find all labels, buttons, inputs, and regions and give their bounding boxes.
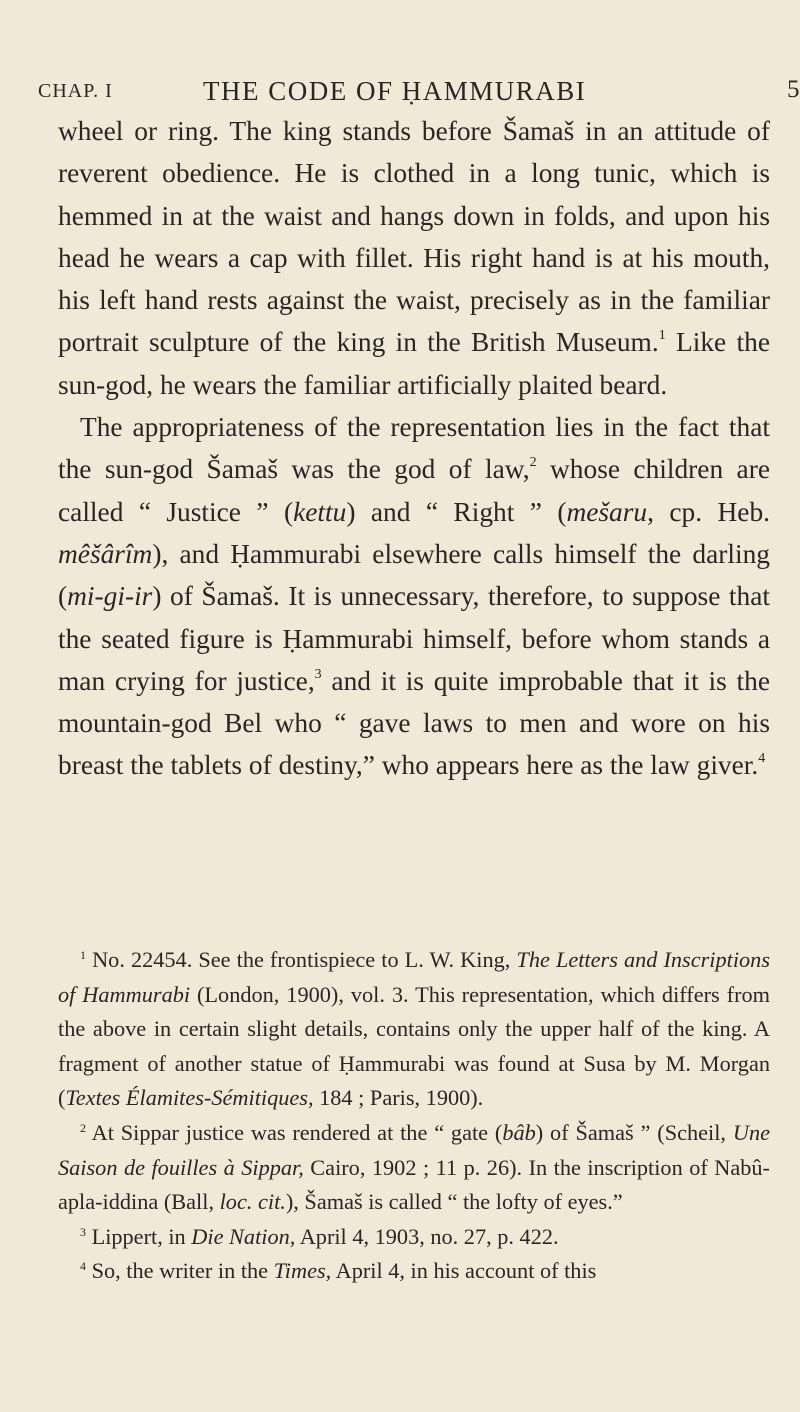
- text-run: Lippert, in: [86, 1223, 192, 1249]
- page-number: 5: [787, 76, 800, 103]
- footnote: [58, 1220, 770, 1255]
- text-run: (London, 1900), vol. 3. This representation, which differs from the above in certain slight details, contains only the upper half of the king. A fragment of another statue of Ḥammurabi was found at Susa by M. Morgan (: [58, 981, 770, 1111]
- text-run: whose children are called “ Justice ” (: [58, 454, 770, 527]
- footnote-marker: 3: [314, 666, 322, 682]
- text-run: At Sippar justice was rendered at the “ gate (: [86, 1119, 503, 1145]
- text-run: 184 ; Paris, 1900).: [313, 1085, 484, 1111]
- italic-text: mêšârîm: [58, 538, 153, 569]
- italic-text: bâb: [502, 1119, 536, 1145]
- text-run: , cp. Heb.: [647, 496, 770, 527]
- text-run: Like the sun-god, he wears the familiar artificially plaited beard.: [58, 327, 770, 400]
- italic-text: mi-gi-ir: [67, 581, 153, 612]
- footnote-marker: 3: [80, 1224, 86, 1239]
- text-run: April 4, 1903, no. 27, p. 422.: [295, 1223, 559, 1249]
- italic-text: mešaru: [566, 496, 648, 527]
- italic-text: Une Saison de fouilles à Sippar,: [58, 1119, 770, 1180]
- text-run: ), Šamaš is called “ the lofty of eyes.”: [285, 1189, 623, 1215]
- footnote-marker: 1: [80, 948, 86, 962]
- chapter-label: CHAP. I: [38, 80, 113, 102]
- text-run: Cairo, 1902 ; 11 p. 26). In the inscription of Nabû-apla-iddina (Ball,: [58, 1154, 770, 1215]
- footnotes: [58, 943, 770, 1289]
- italic-text: Times,: [273, 1258, 332, 1284]
- paragraph: [58, 110, 770, 406]
- text-run: and it is quite improbable that it is the mountain-god Bel who “ gave laws to men and wore on his breast the tablets of destiny,” who appears here as the law giver.: [58, 665, 770, 781]
- text-run: So, the writer in the: [86, 1258, 274, 1284]
- text-run: ) of Šamaš ” (Scheil,: [535, 1119, 733, 1145]
- footnote-marker: 4: [758, 751, 766, 767]
- footnote-marker: 2: [80, 1120, 86, 1135]
- italic-text: Die Nation,: [191, 1223, 296, 1249]
- footnote-marker: 1: [658, 328, 666, 344]
- footnote: [58, 1254, 770, 1289]
- paragraph: [58, 406, 770, 787]
- italic-text: loc. cit.: [219, 1189, 286, 1215]
- footnote-marker: 2: [529, 455, 537, 471]
- text-run: April 4, in his account of this: [331, 1258, 597, 1284]
- text-run: No. 22454. See the frontispiece to L. W. King,: [86, 947, 517, 972]
- running-title: THE CODE OF ḤAMMURABI: [203, 76, 587, 106]
- text-run: The appropriateness of the representation lies in the fact that the sun-god Šamaš was the god of law,: [58, 412, 770, 485]
- footnote: [58, 943, 770, 1116]
- italic-text: The Letters and Inscriptions of Hammurabi: [58, 947, 770, 1007]
- text-run: wheel or ring. The king stands before Šamaš in an attitude of reverent obedience. He is clothed in a long tunic, which is hemmed in at the waist and hangs down in folds, and upon his head he wears a cap with fillet. His right hand is at his mouth, his left hand rests against the waist, precisely as in the familiar portrait sculpture of the king in the British Museum.: [58, 116, 770, 358]
- text-run: ) of Šamaš. It is unnecessary, therefore, to suppose that the seated figure is Ḥammurabi himself, before whom stands a man crying for justice,: [58, 581, 770, 696]
- main-text: [58, 110, 770, 787]
- italic-text: Textes Élamites-Sémitiques,: [65, 1085, 314, 1111]
- footnote: [58, 1116, 770, 1220]
- italic-text: kettu: [293, 496, 347, 527]
- text-run: ) and “ Right ” (: [346, 496, 567, 527]
- running-head: [38, 74, 800, 114]
- footnote-marker: 4: [80, 1259, 86, 1274]
- text-run: ), and Ḥammurabi elsewhere calls himself the darling (: [58, 538, 770, 612]
